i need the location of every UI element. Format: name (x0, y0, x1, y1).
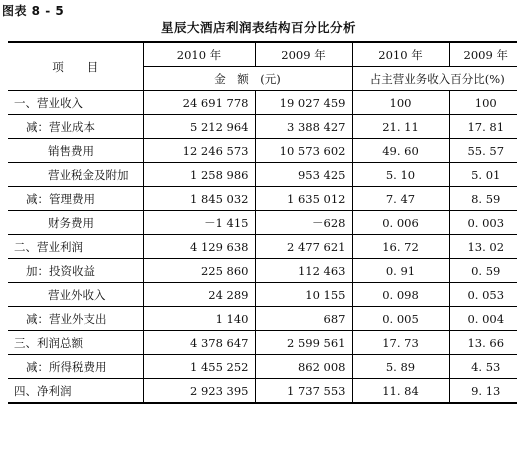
percent-2010-cell: 7. 47 (352, 187, 449, 211)
row-item-label: 销售费用 (8, 139, 143, 163)
amount-2010-cell: 24 289 (143, 283, 255, 307)
percent-2009-cell: 0. 004 (449, 307, 517, 331)
amount-2010-cell: 1 845 032 (143, 187, 255, 211)
item-column-header: 项 目 (8, 42, 143, 91)
row-item-label: 减：所得税费用 (8, 355, 143, 379)
percent-2010-cell: 16. 72 (352, 235, 449, 259)
row-item-label: 减：营业外支出 (8, 307, 143, 331)
percent-2009-cell: 5. 01 (449, 163, 517, 187)
percent-2010-cell: 0. 005 (352, 307, 449, 331)
table-row (8, 235, 517, 259)
table-row (8, 139, 517, 163)
table-row (8, 187, 517, 211)
amount-2009-cell: 3 388 427 (255, 115, 352, 139)
row-item-label: 加：投资收益 (8, 259, 143, 283)
amount-2010-cell: 12 246 573 (143, 139, 255, 163)
percent-2010-cell: 5. 89 (352, 355, 449, 379)
figure-label: 图表 8 - 5 (2, 4, 65, 18)
percent-2009-cell: 0. 053 (449, 283, 517, 307)
table-row (8, 283, 517, 307)
amount-group-header: 金 额 (元) (143, 67, 352, 91)
row-item-label: 财务费用 (8, 211, 143, 235)
percent-2010-cell: 21. 11 (352, 115, 449, 139)
table-row (8, 307, 517, 331)
row-item-label: 二、营业利润 (8, 235, 143, 259)
amount-2009-cell: －628 (255, 211, 352, 235)
amount-2010-cell: 2 923 395 (143, 379, 255, 404)
table-row (8, 91, 517, 115)
table-row (8, 331, 517, 355)
year-header-percent-2010: 2010 年 (352, 42, 449, 67)
percent-2010-cell: 100 (352, 91, 449, 115)
row-item-label: 四、净利润 (8, 379, 143, 404)
amount-2009-cell: 862 008 (255, 355, 352, 379)
percent-2009-cell: 4. 53 (449, 355, 517, 379)
year-header-percent-2009: 2009 年 (449, 42, 517, 67)
amount-2010-cell: 1 140 (143, 307, 255, 331)
percent-2010-cell: 0. 006 (352, 211, 449, 235)
percent-2009-cell: 17. 81 (449, 115, 517, 139)
amount-2009-cell: 112 463 (255, 259, 352, 283)
amount-2010-cell: －1 415 (143, 211, 255, 235)
percent-2010-cell: 17. 73 (352, 331, 449, 355)
amount-2009-cell: 1 737 553 (255, 379, 352, 404)
amount-2009-cell: 687 (255, 307, 352, 331)
amount-2009-cell: 2 477 621 (255, 235, 352, 259)
table-row (8, 211, 517, 235)
amount-2009-cell: 10 573 602 (255, 139, 352, 163)
amount-2009-cell: 19 027 459 (255, 91, 352, 115)
table-title: 星辰大酒店利润表结构百分比分析 (160, 20, 356, 35)
percent-2009-cell: 100 (449, 91, 517, 115)
table-row (8, 163, 517, 187)
percent-2009-cell: 9. 13 (449, 379, 517, 404)
table-row (8, 259, 517, 283)
row-item-label: 减：营业成本 (8, 115, 143, 139)
percent-2009-cell: 0. 003 (449, 211, 517, 235)
table-row (8, 115, 517, 139)
percent-2009-cell: 0. 59 (449, 259, 517, 283)
amount-2010-cell: 225 860 (143, 259, 255, 283)
amount-2010-cell: 1 258 986 (143, 163, 255, 187)
amount-2010-cell: 5 212 964 (143, 115, 255, 139)
percent-2009-cell: 8. 59 (449, 187, 517, 211)
percent-group-header: 占主营业务收入百分比(%) (352, 67, 517, 91)
row-item-label: 营业税金及附加 (8, 163, 143, 187)
table-row (8, 379, 517, 404)
header-row-years (8, 42, 517, 67)
amount-2010-cell: 1 455 252 (143, 355, 255, 379)
year-header-amount-2009: 2009 年 (255, 42, 352, 67)
percent-2010-cell: 0. 098 (352, 283, 449, 307)
percent-2009-cell: 55. 57 (449, 139, 517, 163)
percent-2010-cell: 0. 91 (352, 259, 449, 283)
profit-structure-table (8, 41, 517, 404)
amount-2009-cell: 2 599 561 (255, 331, 352, 355)
row-item-label: 营业外收入 (8, 283, 143, 307)
row-item-label: 减：管理费用 (8, 187, 143, 211)
amount-2010-cell: 4 129 638 (143, 235, 255, 259)
percent-2010-cell: 49. 60 (352, 139, 449, 163)
percent-2009-cell: 13. 02 (449, 235, 517, 259)
row-item-label: 三、利润总额 (8, 331, 143, 355)
amount-2009-cell: 10 155 (255, 283, 352, 307)
amount-2009-cell: 953 425 (255, 163, 352, 187)
table-row (8, 355, 517, 379)
row-item-label: 一、营业收入 (8, 91, 143, 115)
amount-2009-cell: 1 635 012 (255, 187, 352, 211)
percent-2010-cell: 5. 10 (352, 163, 449, 187)
amount-2010-cell: 24 691 778 (143, 91, 255, 115)
percent-2010-cell: 11. 84 (352, 379, 449, 404)
year-header-amount-2010: 2010 年 (143, 42, 255, 67)
percent-2009-cell: 13. 66 (449, 331, 517, 355)
amount-2010-cell: 4 378 647 (143, 331, 255, 355)
